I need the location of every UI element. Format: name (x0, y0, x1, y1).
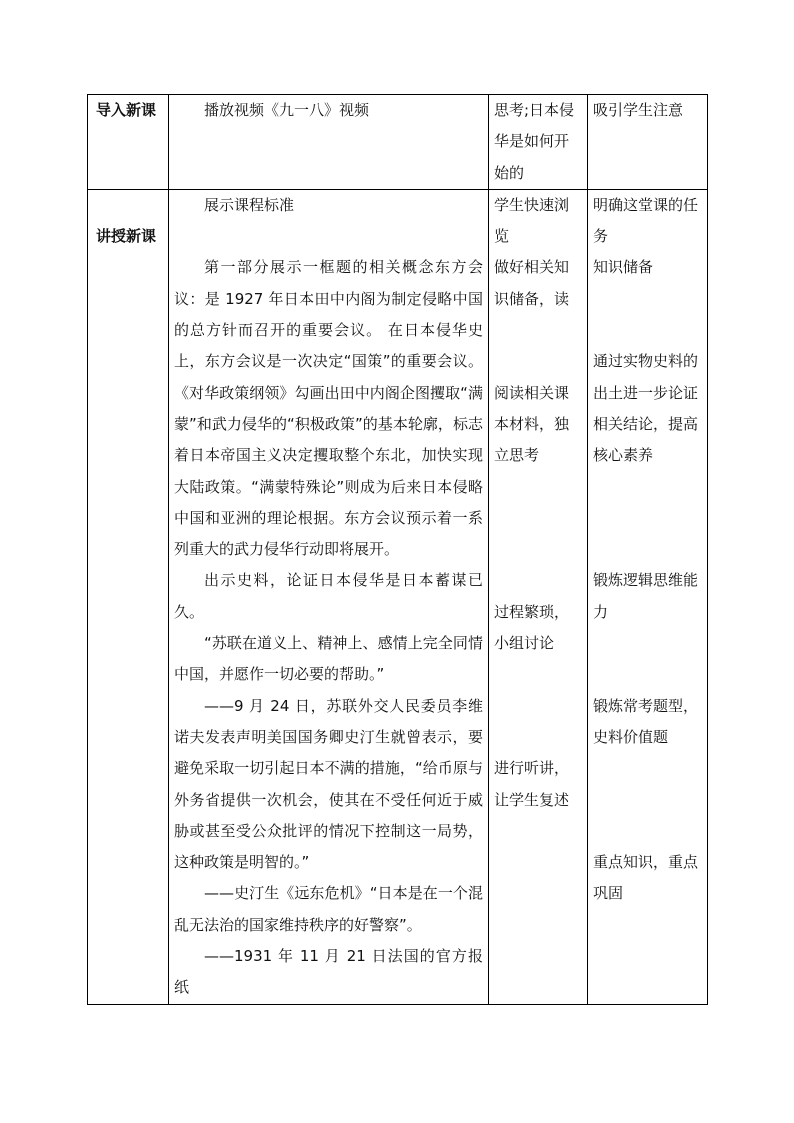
student-activity-text: 阅读相关课本材料，独立思考 (494, 383, 570, 465)
content-cell (169, 95, 489, 190)
purpose-text: 锻炼常考题型，史料价值题 (593, 696, 699, 746)
source-paragraph: ——9 月 24 日，苏联外交人民委员李维诺夫发表声明美国国务卿史汀生就曾表示，要避免采取一切引起日本不满的措施，“给币原与外务省提供一次机会，使其在不受任何近于威胁或甚至受公众批评的情况下控制这一局势，这种政策是明智的。” (174, 696, 483, 872)
student-activity-text: 过程繁琐，小组讨论 (494, 602, 570, 653)
student-activity-cell (489, 189, 588, 1004)
purpose-text: 锻炼逻辑思维能力 (593, 571, 699, 621)
purpose-text: 吸引学生注意 (593, 101, 684, 119)
content-paragraph: 第一部分展示一框题的相关概念东方会议：是 1927 年日本田中内阁为制定侵略中国的总方针而召开的重要会议。 在日本侵华史上，东方会议是一次决定“国策”的重要会议。《对华政策纲领》勾画出田中内阁企图攫取“满蒙”和武力侵华的“积极政策”的基本轮廓，标志着日本帝国主义决定攫取整个东北，加快实现大陆政策。“满蒙特殊论”则成为后来日本侵略中国和亚洲的理论根据。东方会议预示着一系列重大的武力侵华行动即将展开。 (174, 258, 483, 559)
student-activity-text: 进行听讲，让学生复述 (494, 759, 570, 809)
table-row (88, 95, 708, 190)
section-label: 讲授新课 (96, 227, 157, 246)
purpose-text: 明确这堂课的任务 (593, 195, 699, 246)
purpose-text: 重点知识，重点巩固 (593, 853, 699, 903)
purpose-text: 知识储备 (593, 258, 654, 277)
quote-paragraph: “苏联在道义上、精神上、感情上完全同情中国，并愿作一切必要的帮助。” (174, 634, 483, 684)
content-paragraph: 展示课程标准 (204, 195, 295, 214)
content-text: 播放视频《九一八》视频 (204, 101, 370, 119)
student-activity-text: 学生快速浏览 (494, 195, 570, 246)
student-activity-text: 做好相关知识储备，读 (494, 258, 570, 308)
section-label-cell (88, 189, 169, 1004)
student-activity-text: 思考;日本侵华是如何开始的 (494, 101, 575, 182)
content-paragraph: 出示史料，论证日本侵华是日本蓄谋已久。 (174, 571, 483, 621)
purpose-cell (588, 189, 708, 1004)
content-cell (169, 189, 489, 1004)
purpose-text: 通过实物史料的出土进一步论证相关结论，提高核心素养 (593, 352, 699, 465)
source-paragraph: ——史汀生《远东危机》“日本是在一个混乱无法治的国家维持秩序的好警察”。 (174, 884, 483, 934)
source-paragraph: ——1931 年 11 月 21 日法国的官方报纸 (174, 947, 483, 997)
section-label: 导入新课 (88, 95, 169, 190)
lesson-plan-table (87, 94, 708, 1005)
student-activity-cell (489, 95, 588, 190)
table-row (88, 189, 708, 1004)
purpose-cell (588, 95, 708, 190)
